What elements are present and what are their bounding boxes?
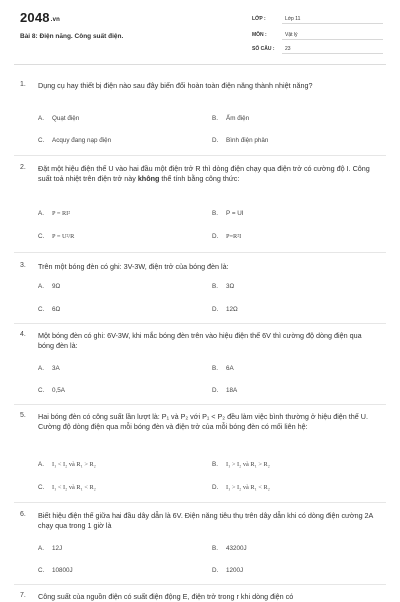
option-letter: C. bbox=[38, 137, 45, 144]
option-b[interactable] bbox=[212, 461, 270, 468]
option-text: I₁ > I₂ và R₁ < R₂ bbox=[226, 484, 270, 491]
site-logo[interactable] bbox=[20, 10, 60, 25]
question-text: Trên một bóng đèn có ghi: 3V-3W, điện trở của bóng đèn là: bbox=[38, 262, 229, 271]
option-text: I₁ < I₂ và R₁ > R₂ bbox=[52, 461, 96, 468]
option-letter: B. bbox=[212, 545, 218, 552]
option-text: 12Ω bbox=[226, 306, 238, 313]
option-letter: D. bbox=[212, 137, 219, 144]
option-letter: B. bbox=[212, 461, 218, 468]
option-d[interactable] bbox=[212, 306, 238, 313]
logo-text: 2048 bbox=[20, 10, 50, 25]
option-d[interactable] bbox=[212, 484, 270, 491]
option-letter: D. bbox=[212, 233, 219, 240]
question-number: 7. bbox=[20, 592, 26, 599]
option-letter: D. bbox=[212, 484, 219, 491]
option-letter: D. bbox=[212, 306, 219, 313]
option-letter: A. bbox=[38, 545, 44, 552]
option-letter: D. bbox=[212, 387, 219, 394]
meta-value: Vật lý bbox=[282, 31, 383, 40]
option-c[interactable] bbox=[38, 387, 65, 394]
question-text: Một bóng đèn có ghi: 6V-3W, khi mắc bóng đèn trên vào hiệu điện thế 6V thì cường độ dòng điện qua bóng đèn là: bbox=[38, 331, 362, 350]
option-text: 3Ω bbox=[226, 283, 235, 290]
option-b[interactable] bbox=[212, 365, 234, 372]
option-letter: D. bbox=[212, 567, 219, 574]
option-letter: B. bbox=[212, 210, 218, 217]
option-text: P = U²/R bbox=[52, 233, 75, 240]
option-text: Bình điện phân bbox=[226, 137, 269, 144]
option-a[interactable] bbox=[38, 545, 62, 552]
question-text: Biết hiệu điện thế giữa hai đầu dây dẫn là 6V. Điện năng tiêu thụ trên dây dẫn khi có dòng điện cường 2A chạy qua trong 1 giờ là bbox=[38, 511, 373, 530]
option-d[interactable] bbox=[212, 137, 268, 144]
option-c[interactable] bbox=[38, 567, 73, 574]
question-text-part: thể tính bằng công thức: bbox=[159, 173, 240, 183]
question-separator bbox=[14, 252, 386, 253]
meta-subject-row bbox=[252, 31, 383, 40]
meta-label: MÔN : bbox=[252, 32, 267, 38]
option-text: I₁ > I₂ và R₁ > R₂ bbox=[226, 461, 270, 468]
option-a[interactable] bbox=[38, 115, 79, 122]
question-emphasis: không bbox=[137, 173, 160, 183]
option-letter: C. bbox=[38, 387, 45, 394]
option-text: I₁ < I₂ và R₁ < R₂ bbox=[52, 484, 96, 491]
option-d[interactable] bbox=[212, 233, 241, 240]
option-letter: A. bbox=[38, 461, 44, 468]
question-text bbox=[38, 164, 378, 183]
option-text: 43200J bbox=[226, 545, 247, 552]
option-letter: C. bbox=[38, 484, 45, 491]
option-text: 0,5A bbox=[52, 387, 65, 394]
meta-class-row bbox=[252, 15, 383, 24]
meta-value: 23 bbox=[282, 45, 383, 54]
question-number: 5. bbox=[20, 412, 26, 419]
lesson-title: Bài 8: Điện năng. Công suất điện. bbox=[20, 33, 124, 40]
question-number: 6. bbox=[20, 511, 26, 518]
question-number: 1. bbox=[20, 81, 26, 88]
question-text: Công suất của nguồn điện có suất điện động E, điện trở trong r khi dòng điện có bbox=[38, 592, 294, 601]
logo-suffix: .vn bbox=[50, 17, 61, 23]
option-letter: C. bbox=[38, 567, 45, 574]
option-c[interactable] bbox=[38, 137, 111, 144]
option-text: P = RI² bbox=[52, 210, 71, 217]
question-number: 2. bbox=[20, 164, 26, 171]
question-separator bbox=[14, 584, 386, 585]
option-letter: B. bbox=[212, 283, 218, 290]
meta-label: SỐ CÂU : bbox=[252, 46, 275, 52]
option-text: 3A bbox=[52, 365, 60, 372]
question-separator bbox=[14, 155, 386, 156]
option-text: 18A bbox=[226, 387, 238, 394]
option-letter: C. bbox=[38, 233, 45, 240]
option-text: 6A bbox=[226, 365, 234, 372]
option-text: P=R²I bbox=[226, 233, 242, 240]
option-c[interactable] bbox=[38, 484, 96, 491]
option-b[interactable] bbox=[212, 210, 244, 217]
question-separator bbox=[14, 502, 386, 503]
option-a[interactable] bbox=[38, 283, 60, 290]
option-b[interactable] bbox=[212, 283, 234, 290]
option-text: 1200J bbox=[226, 567, 244, 574]
option-b[interactable] bbox=[212, 545, 247, 552]
option-letter: A. bbox=[38, 210, 44, 217]
question-separator bbox=[14, 404, 386, 405]
option-text: 9Ω bbox=[52, 283, 61, 290]
option-text: 10800J bbox=[52, 567, 73, 574]
question-text: Dụng cụ hay thiết bị điện nào sau đây biến đổi hoàn toàn điện năng thành nhiệt năng? bbox=[38, 81, 313, 90]
meta-value: Lớp 11 bbox=[282, 15, 383, 24]
option-letter: A. bbox=[38, 115, 44, 122]
question-text-part: Đặt một hiệu điện thế U vào hai đầu một điện trở R thì dòng điện chạy qua điện trở có cường độ I. Công suất toả nhiệt trên điện trở này bbox=[38, 164, 370, 183]
option-a[interactable] bbox=[38, 365, 60, 372]
worksheet-header bbox=[0, 0, 400, 62]
option-letter: A. bbox=[38, 283, 44, 290]
option-letter: C. bbox=[38, 306, 45, 313]
option-a[interactable] bbox=[38, 461, 96, 468]
option-text: Acquy đang nạp điện bbox=[52, 137, 112, 144]
option-text: P = UI bbox=[226, 210, 244, 217]
question-number: 4. bbox=[20, 331, 26, 338]
option-d[interactable] bbox=[212, 567, 243, 574]
meta-count-row bbox=[252, 45, 383, 54]
option-letter: A. bbox=[38, 365, 44, 372]
option-text: Ấm điện bbox=[226, 115, 250, 122]
option-c[interactable] bbox=[38, 233, 74, 240]
meta-label: LỚP : bbox=[252, 16, 266, 22]
option-letter: B. bbox=[212, 115, 218, 122]
option-text: Quạt điện bbox=[52, 115, 80, 122]
option-text: 12J bbox=[52, 545, 63, 552]
header-divider bbox=[14, 64, 386, 65]
option-letter: B. bbox=[212, 365, 218, 372]
question-separator bbox=[14, 323, 386, 324]
option-text: 6Ω bbox=[52, 306, 61, 313]
question-number: 3. bbox=[20, 262, 26, 269]
option-a[interactable] bbox=[38, 210, 70, 217]
option-c[interactable] bbox=[38, 306, 60, 313]
option-b[interactable] bbox=[212, 115, 249, 122]
question-text: Hai bóng đèn có công suất lần lượt là: P₁ và P₂ với P₁ < P₂ đều làm việc bình thường ở hiệu điện thế U. Cường độ dòng điện qua mỗi bóng đèn và điện trở của mỗi bóng đèn có mối liên hệ: bbox=[38, 412, 368, 431]
option-d[interactable] bbox=[212, 387, 237, 394]
